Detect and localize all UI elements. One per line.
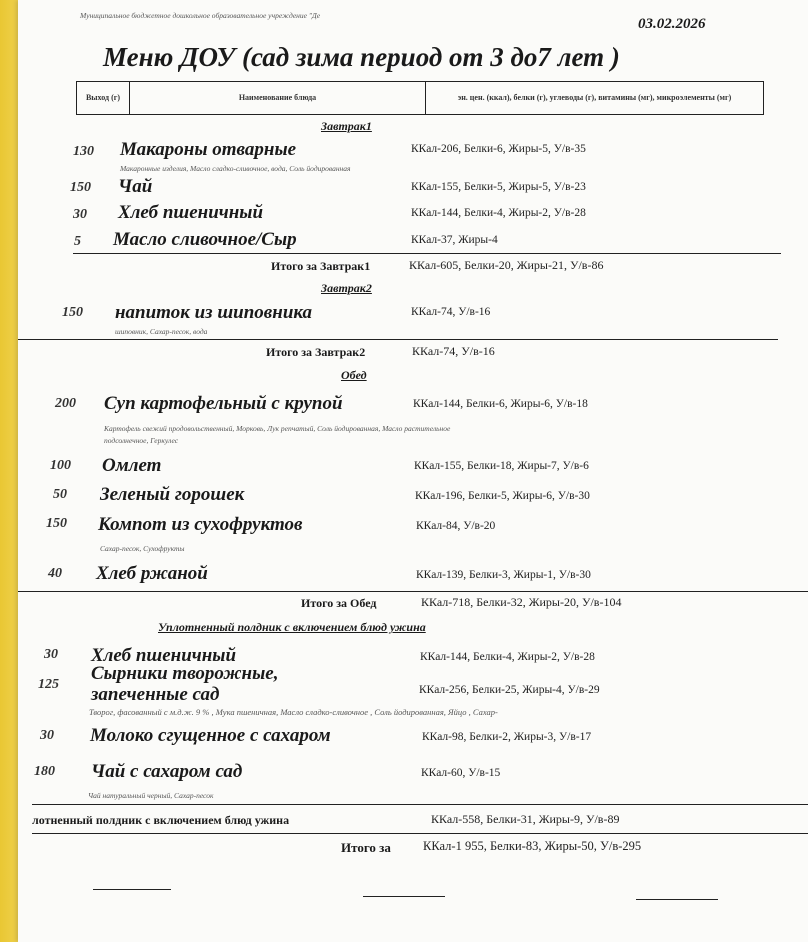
menu-date: 03.02.2026 [638,16,706,32]
dish-name: Компот из сухофруктов [98,514,303,535]
dish-name: Хлеб пшеничный [91,645,237,666]
section-divider [73,253,781,254]
section-title-lunch: Обед [341,368,367,382]
item-qty: 50 [53,487,67,502]
item-qty: 30 [40,728,54,743]
dish-nutrients: ККал-196, Белки-5, Жиры-6, У/в-30 [415,490,590,502]
dish-nutrients: ККал-98, Белки-2, Жиры-3, У/в-17 [422,731,592,743]
signature-line [363,896,445,897]
section-title-snack: Уплотненный полдник с включением блюд ужина [158,620,426,634]
dish-nutrients: ККал-60, У/в-15 [421,767,501,779]
grand-total-value: ККал-1 955, Белки-83, Жиры-50, У/в-295 [423,839,642,853]
item-qty: 100 [50,458,71,473]
total-value-breakfast1: ККал-605, Белки-20, Жиры-21, У/в-86 [409,258,604,272]
organization-name: Муниципальное бюджетное дошкольное образовательное учреждение "Де [80,11,321,20]
dish-nutrients: ККал-155, Белки-18, Жиры-7, У/в-6 [414,460,589,472]
dish-name: Омлет [102,455,162,476]
dish-nutrients: ККал-206, Белки-6, Жиры-5, У/в-35 [411,143,586,155]
dish-name: Хлеб ржаной [96,563,208,584]
item-qty: 150 [70,180,91,195]
page-title: Меню ДОУ (сад зима период от 3 до7 лет ) [103,42,620,72]
item-qty: 125 [38,677,59,692]
section-title-breakfast1: Завтрак1 [321,119,372,133]
dish-name: Чай с сахаром сад [91,761,243,782]
menu-sheet [18,0,808,942]
dish-nutrients: ККал-74, У/в-16 [411,306,491,318]
column-name-header: Наименование блюда [130,82,426,114]
dish-name: напиток из шиповника [115,302,313,323]
section-divider [32,804,808,805]
dish-ingredients: Картофель свежий продовольственный, Морковь, Лук репчатый, Соль йодированная, Масло растительное [104,424,451,433]
dish-name: Зеленый горошек [100,484,245,505]
dish-name: Масло сливочное/Сыр [113,229,297,250]
item-qty: 30 [44,647,58,662]
total-label-lunch: Итого за Обед [301,596,377,610]
item-qty: 150 [46,516,67,531]
dish-nutrients: ККал-155, Белки-5, Жиры-5, У/в-23 [411,181,586,193]
dish-ingredients: подсолнечное, Геркулес [104,436,179,445]
dish-ingredients: Чай натуральный черный, Сахар-песок [88,791,214,800]
dish-nutrients: ККал-256, Белки-25, Жиры-4, У/в-29 [419,684,600,696]
total-label-snack: лотненный полдник с включением блюд ужина [32,813,290,827]
item-qty: 180 [34,764,55,779]
dish-name: Сырники творожные, [91,663,279,684]
dish-name: Суп картофельный с крупой [104,393,343,414]
item-qty: 150 [62,305,83,320]
dish-nutrients: ККал-139, Белки-3, Жиры-1, У/в-30 [416,569,591,581]
dish-nutrients: ККал-144, Белки-6, Жиры-6, У/в-18 [413,398,588,410]
signature-line [93,889,171,890]
dish-name-clipped: запеченные сад [91,684,220,705]
dish-name: Хлеб пшеничный [118,202,264,223]
section-title-breakfast2: Завтрак2 [321,281,372,295]
item-qty: 30 [73,207,87,222]
total-value-breakfast2: ККал-74, У/в-16 [412,344,495,358]
section-divider [18,339,778,340]
column-nutrients-header: эн. цен. (ккал), белки (г), углеводы (г), витамины (мг), микроэлементы (мг) [457,93,732,103]
section-divider [32,833,808,834]
column-output-header: Выход (г) [77,82,130,114]
column-header-table [76,81,764,115]
dish-nutrients: ККал-37, Жиры-4 [411,234,498,246]
total-value-snack: ККал-558, Белки-31, Жиры-9, У/в-89 [431,812,620,826]
dish-nutrients: ККал-84, У/в-20 [416,520,496,532]
total-value-lunch: ККал-718, Белки-32, Жиры-20, У/в-104 [421,595,622,609]
dish-ingredients: шиповник, Сахар-песок, вода [115,327,208,336]
total-label-breakfast2: Итого за Завтрак2 [266,345,366,359]
dish-nutrients: ККал-144, Белки-4, Жиры-2, У/в-28 [420,651,595,663]
dish-ingredients: Сахар-песок, Сухофрукты [100,544,185,553]
item-qty: 40 [48,566,62,581]
item-qty: 5 [74,234,81,249]
dish-nutrients: ККал-144, Белки-4, Жиры-2, У/в-28 [411,207,586,219]
dish-ingredients: Макаронные изделия, Масло сладко-сливочное, вода, Соль йодированная [120,164,351,173]
section-divider [18,591,808,592]
dish-ingredients: Творог, фасованный с м.д.ж. 9 % , Мука пшеничная, Масло сладко-сливочное , Соль йодированная, Яйцо , Сахар- [89,707,498,717]
dish-name: Макароны отварные [120,139,297,160]
dish-name: Чай [118,176,153,197]
dish-name: Молоко сгущенное с сахаром [90,725,331,746]
grand-total-label: Итого за [341,840,391,855]
item-qty: 200 [55,396,76,411]
total-label-breakfast1: Итого за Завтрак1 [271,259,371,273]
item-qty: 130 [73,144,94,159]
signature-line [636,899,718,900]
